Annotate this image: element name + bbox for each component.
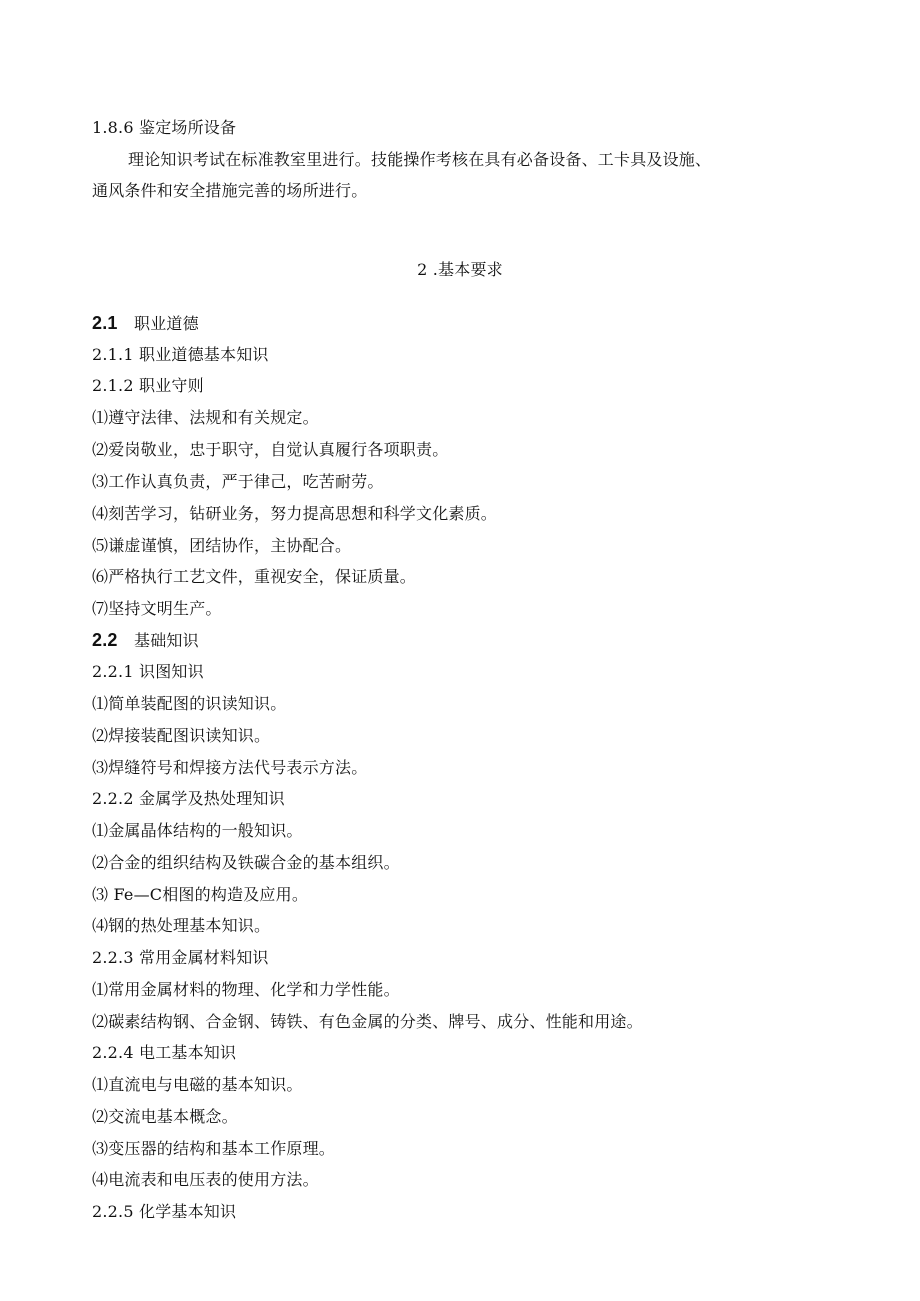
section-heading-2-2	[92, 630, 199, 651]
section-title: 基础知识	[134, 631, 199, 650]
list-item: ⑵爱岗敬业，忠于职守，自觉认真履行各项职责。	[92, 440, 449, 459]
subsection-2-2-2: 2.2.2 金属学及热处理知识	[92, 789, 285, 808]
list-item: ⑺坚持文明生产。	[92, 599, 222, 618]
list-item: ⑶焊缝符号和焊接方法代号表示方法。	[92, 758, 368, 777]
list-item: ⑴常用金属材料的物理、化学和力学性能。	[92, 980, 400, 999]
list-item: ⑴直流电与电磁的基本知识。	[92, 1075, 303, 1094]
paragraph-line-1: 理论知识考试在标准教室里进行。技能操作考核在具有必备设备、工卡具及设施、	[128, 150, 712, 169]
subsection-2-1-2: 2.1.2 职业守则	[92, 376, 204, 395]
paragraph-line-2: 通风条件和安全措施完善的场所进行。	[92, 181, 368, 200]
chapter-title: 2 .基本要求	[417, 260, 503, 279]
heading-1-8-6: 1.8.6 鉴定场所设备	[92, 118, 237, 137]
list-item: ⑸谦虚谨慎，团结协作，主协配合。	[92, 536, 352, 555]
list-item: ⑹严格执行工艺文件，重视安全，保证质量。	[92, 567, 417, 586]
section-title: 职业道德	[134, 314, 199, 333]
list-item: ⑵焊接装配图识读知识。	[92, 726, 271, 745]
list-item: ⑴简单装配图的识读知识。	[92, 694, 287, 713]
list-item: ⑵交流电基本概念。	[92, 1107, 238, 1126]
section-number: 2.2	[92, 630, 118, 650]
subsection-2-1-1: 2.1.1 职业道德基本知识	[92, 345, 269, 364]
subsection-2-2-3: 2.2.3 常用金属材料知识	[92, 948, 269, 967]
subsection-2-2-5: 2.2.5 化学基本知识	[92, 1202, 237, 1221]
list-item: ⑴金属晶体结构的一般知识。	[92, 821, 303, 840]
list-item: ⑶ Fe—C相图的构造及应用。	[92, 885, 309, 904]
list-item: ⑶工作认真负责，严于律己，吃苦耐劳。	[92, 472, 384, 491]
section-heading-2-1	[92, 313, 199, 334]
list-item: ⑶变压器的结构和基本工作原理。	[92, 1139, 336, 1158]
list-item: ⑵碳素结构钢、合金钢、铸铁、有色金属的分类、牌号、成分、性能和用途。	[92, 1012, 643, 1031]
section-number: 2.1	[92, 313, 118, 333]
list-item: ⑷钢的热处理基本知识。	[92, 916, 271, 935]
list-item: ⑵合金的组织结构及铁碳合金的基本组织。	[92, 853, 400, 872]
subsection-2-2-4: 2.2.4 电工基本知识	[92, 1043, 237, 1062]
subsection-2-2-1: 2.2.1 识图知识	[92, 662, 204, 681]
list-item: ⑷电流表和电压表的使用方法。	[92, 1170, 319, 1189]
list-item: ⑷刻苦学习，钻研业务，努力提高思想和科学文化素质。	[92, 504, 498, 523]
list-item: ⑴遵守法律、法规和有关规定。	[92, 408, 319, 427]
